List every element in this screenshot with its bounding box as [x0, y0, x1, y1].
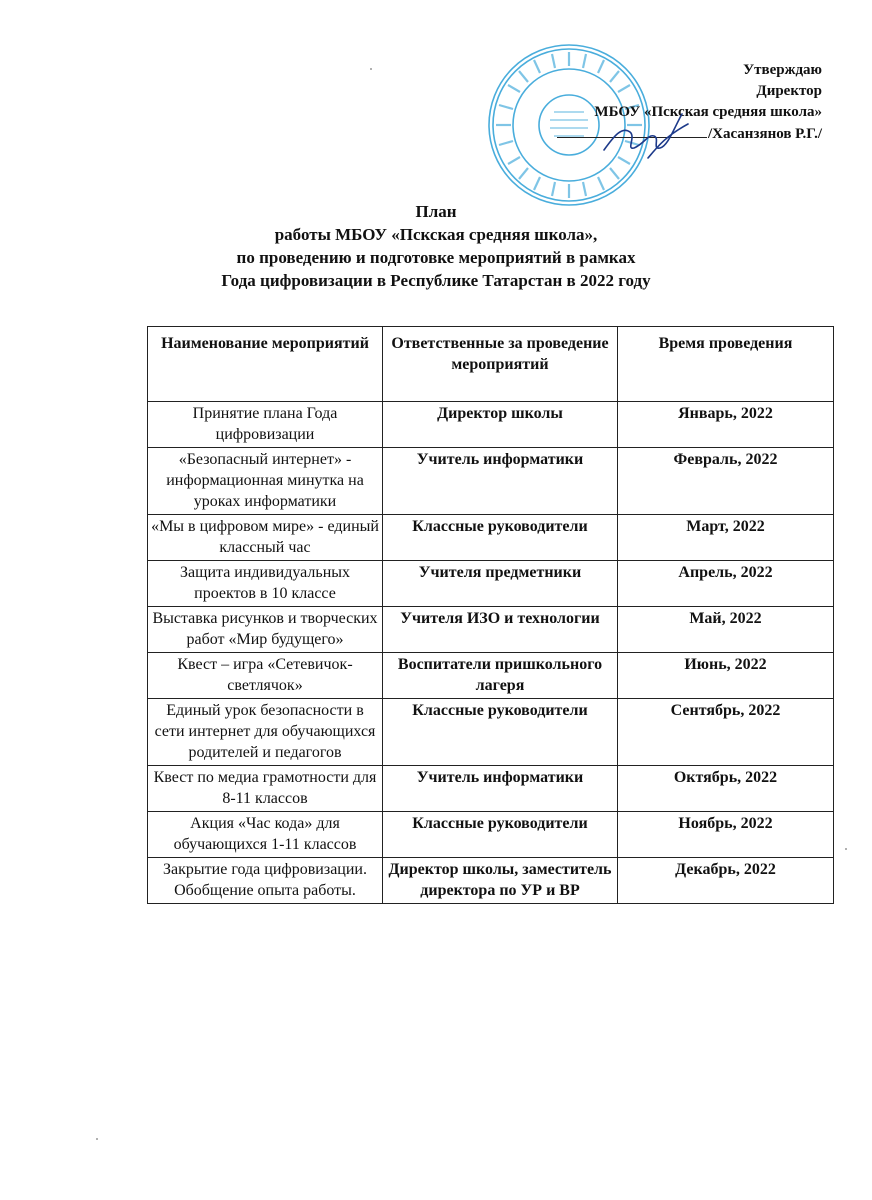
time-cell: Январь, 2022: [618, 402, 834, 448]
table-header-row: [148, 327, 834, 402]
title-line-2: работы МБОУ «Пскская средняя школа»,: [274, 225, 598, 244]
scan-speck: [370, 68, 372, 70]
event-cell: «Мы в цифровом мире» - единый классный час: [148, 515, 383, 561]
responsible-cell: Учитель информатики: [383, 448, 618, 515]
event-cell: Квест – игра «Сетевичок-светлячок»: [148, 653, 383, 699]
header-event: Наименование мероприятий: [148, 327, 383, 402]
responsible-cell: Учителя предметники: [383, 561, 618, 607]
event-cell: Акция «Час кода» для обучающихся 1-11 классов: [148, 812, 383, 858]
scan-speck: [96, 1138, 98, 1140]
director-signature: [600, 106, 692, 168]
responsible-cell: Учитель информатики: [383, 766, 618, 812]
table-row: [148, 699, 834, 766]
table-row: [148, 515, 834, 561]
event-cell: Выставка рисунков и творческих работ «Мир будущего»: [148, 607, 383, 653]
event-cell: Защита индивидуальных проектов в 10 классе: [148, 561, 383, 607]
time-cell: Май, 2022: [618, 607, 834, 653]
title-line-1: План: [415, 202, 457, 221]
event-cell: Принятие плана Года цифровизации: [148, 402, 383, 448]
time-cell: Ноябрь, 2022: [618, 812, 834, 858]
time-cell: Март, 2022: [618, 515, 834, 561]
approval-signatory: /Хасанзянов Р.Г./: [707, 126, 822, 142]
event-cell: Единый урок безопасности в сети интернет для обучающихся родителей и педагогов: [148, 699, 383, 766]
event-cell: «Безопасный интернет» - информационная минутка на уроках информатики: [148, 448, 383, 515]
table-row: [148, 561, 834, 607]
table-row: [148, 402, 834, 448]
time-cell: Декабрь, 2022: [618, 858, 834, 904]
header-time: Время проведения: [618, 327, 834, 402]
time-cell: Июнь, 2022: [618, 653, 834, 699]
table-row: [148, 607, 834, 653]
responsible-cell: Классные руководители: [383, 699, 618, 766]
scan-speck: [845, 848, 847, 850]
title-line-4: Года цифровизации в Республике Татарстан в 2022 году: [221, 271, 651, 290]
responsible-cell: Классные руководители: [383, 515, 618, 561]
table-row: [148, 448, 834, 515]
events-plan-table: [147, 326, 834, 904]
approval-position: Директор: [756, 83, 822, 99]
responsible-cell: Директор школы, заместитель директора по УР и ВР: [383, 858, 618, 904]
table-row: [148, 653, 834, 699]
event-cell: Квест по медиа грамотности для 8-11 классов: [148, 766, 383, 812]
approval-school: МБОУ «Пскская средняя школа»: [594, 104, 822, 120]
title-line-3: по проведению и подготовке мероприятий в рамках: [236, 248, 636, 267]
responsible-cell: Учителя ИЗО и технологии: [383, 607, 618, 653]
table-row: [148, 812, 834, 858]
table-row: [148, 766, 834, 812]
time-cell: Февраль, 2022: [618, 448, 834, 515]
document-title: [0, 200, 872, 292]
table-row: [148, 858, 834, 904]
approval-label: Утверждаю: [743, 62, 822, 78]
time-cell: Сентябрь, 2022: [618, 699, 834, 766]
time-cell: Октябрь, 2022: [618, 766, 834, 812]
responsible-cell: Директор школы: [383, 402, 618, 448]
responsible-cell: Классные руководители: [383, 812, 618, 858]
time-cell: Апрель, 2022: [618, 561, 834, 607]
event-cell: Закрытие года цифровизации. Обобщение опыта работы.: [148, 858, 383, 904]
responsible-cell: Воспитатели пришкольного лагеря: [383, 653, 618, 699]
header-responsible: Ответственные за проведение мероприятий: [383, 327, 618, 402]
